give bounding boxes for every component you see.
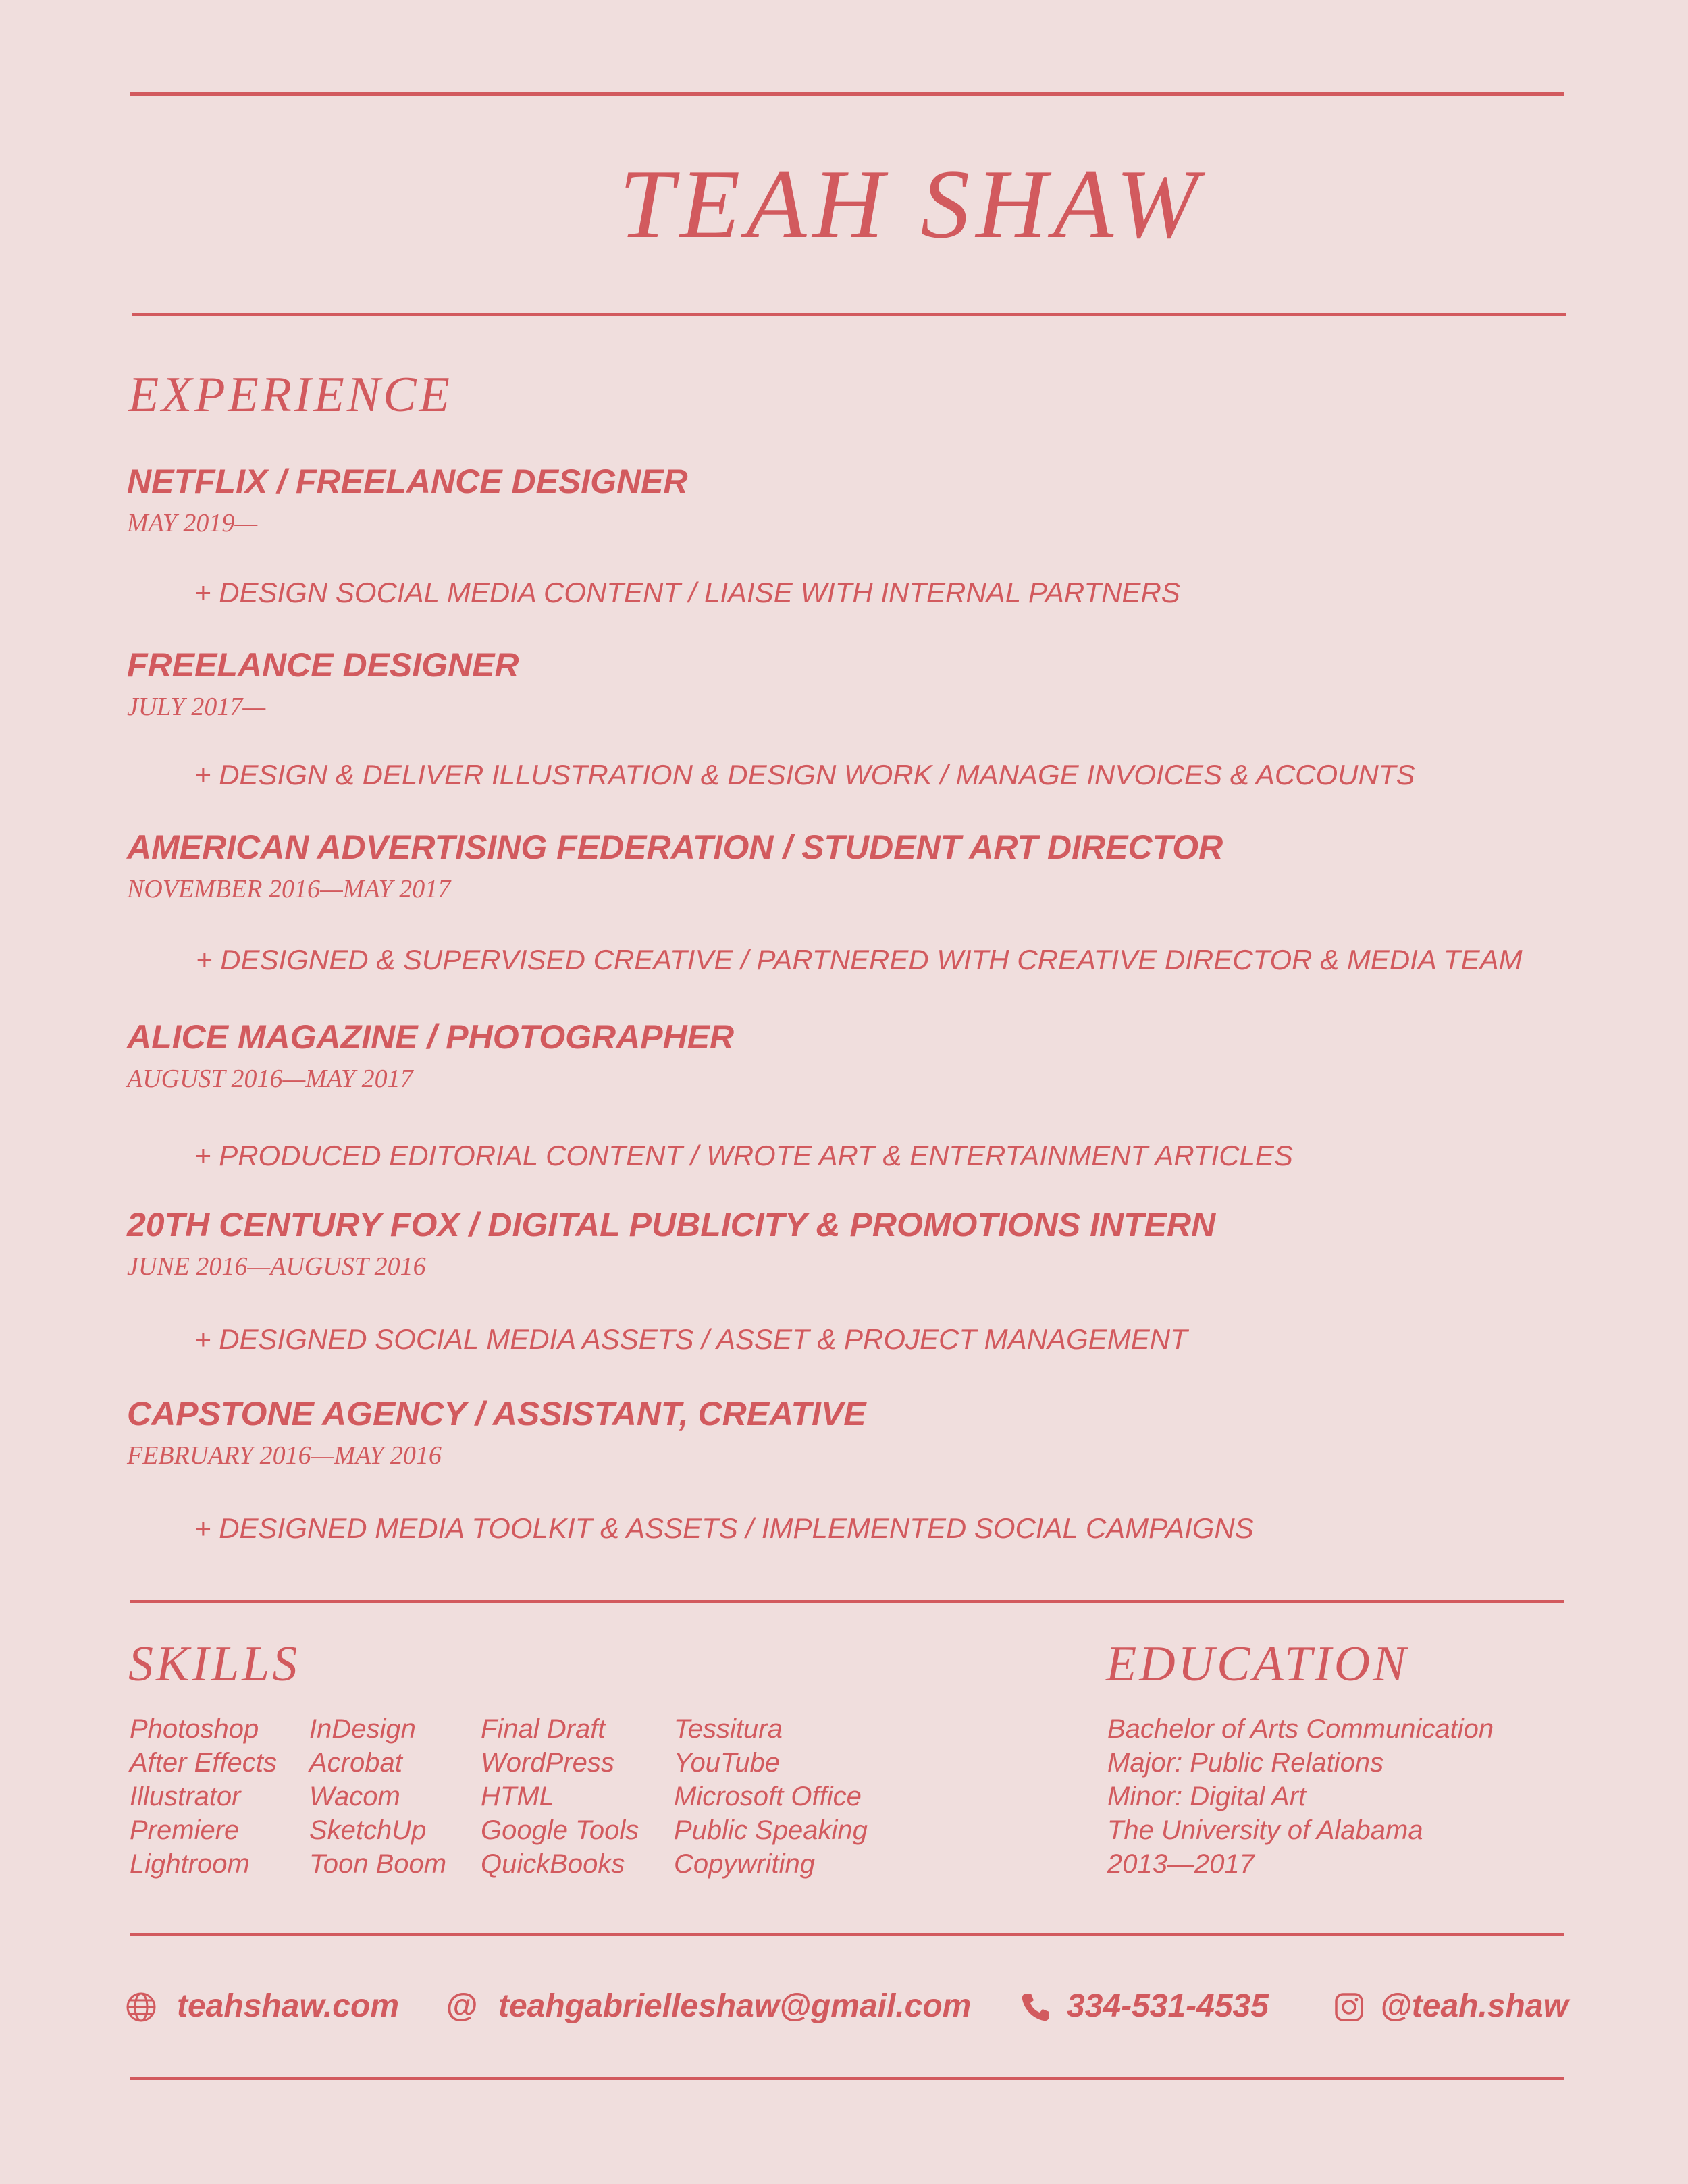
skill-item: WordPress xyxy=(481,1748,614,1778)
skills-top-rule xyxy=(130,1600,1564,1603)
job-role: STUDENT ART DIRECTOR xyxy=(801,828,1223,866)
education-list xyxy=(1107,1712,1494,1881)
skills-heading: SKILLS xyxy=(128,1636,300,1692)
job-role: FREELANCE DESIGNER xyxy=(296,462,688,500)
phone-number[interactable]: 334-531-4535 xyxy=(1067,1988,1269,2024)
job-entry-fox xyxy=(127,1204,1215,1283)
phone-icon xyxy=(1020,1992,1051,2023)
job-dates: NOVEMBER 2016—MAY 2017 xyxy=(127,875,451,903)
job-role: PHOTOGRAPHER xyxy=(446,1018,735,1056)
email-link[interactable]: teahgabrielleshaw@gmail.com xyxy=(498,1988,972,2024)
skill-item: After Effects xyxy=(130,1748,277,1778)
skill-item: QuickBooks xyxy=(481,1849,625,1879)
job-dates: FEBRUARY 2016—MAY 2016 xyxy=(127,1441,442,1470)
job-title xyxy=(127,1016,734,1058)
skill-item: Acrobat xyxy=(309,1748,402,1778)
skill-item: Microsoft Office xyxy=(674,1782,862,1811)
job-tasks-aaf: + DESIGNED & SUPERVISED CREATIVE / PARTNERED WITH CREATIVE DIRECTOR & MEDIA TEAM xyxy=(196,944,1523,976)
skill-item: SketchUp xyxy=(309,1815,427,1845)
job-tasks-freelance: + DESIGN & DELIVER ILLUSTRATION & DESIGN WORK / MANAGE INVOICES & ACCOUNTS xyxy=(194,759,1415,791)
skills-column-1 xyxy=(130,1712,277,1881)
skill-item: Illustrator xyxy=(130,1782,241,1811)
job-separator: / xyxy=(773,828,802,866)
skill-item: Copywriting xyxy=(674,1849,815,1879)
job-entry-alice xyxy=(127,1016,734,1096)
job-entry-freelance xyxy=(127,644,519,724)
skill-item: Toon Boom xyxy=(309,1849,447,1879)
education-major: Major: Public Relations xyxy=(1107,1748,1384,1778)
job-org: ALICE MAGAZINE xyxy=(127,1018,418,1056)
job-entry-netflix xyxy=(127,460,688,540)
skill-item: Public Speaking xyxy=(674,1815,868,1845)
skill-item: HTML xyxy=(481,1782,554,1811)
job-separator: / xyxy=(267,462,296,500)
job-org: AMERICAN ADVERTISING FEDERATION xyxy=(127,828,774,866)
top-rule xyxy=(130,92,1564,96)
job-role: DIGITAL PUBLICITY & PROMOTIONS INTERN xyxy=(487,1206,1216,1244)
job-org: NETFLIX xyxy=(127,462,268,500)
job-entry-aaf xyxy=(127,826,1223,906)
skill-item: InDesign xyxy=(309,1714,416,1744)
job-dates: JUNE 2016—AUGUST 2016 xyxy=(127,1252,426,1281)
job-title xyxy=(127,1393,866,1435)
experience-heading: EXPERIENCE xyxy=(128,367,452,423)
job-entry-capstone xyxy=(127,1393,866,1472)
job-separator: / xyxy=(417,1018,446,1056)
website-link[interactable]: teahshaw.com xyxy=(177,1988,399,2024)
instagram-icon xyxy=(1334,1992,1365,2023)
skills-column-3 xyxy=(481,1712,639,1881)
skills-column-2 xyxy=(309,1712,446,1881)
education-heading: EDUCATION xyxy=(1106,1636,1409,1692)
at-icon: @ xyxy=(446,1988,477,2024)
job-role: FREELANCE DESIGNER xyxy=(127,646,519,684)
bottom-rule xyxy=(130,2077,1564,2080)
instagram-handle[interactable]: @teah.shaw xyxy=(1380,1988,1568,2024)
job-title xyxy=(127,644,519,686)
job-title xyxy=(127,1204,1215,1246)
skills-column-4 xyxy=(674,1712,868,1881)
job-separator: / xyxy=(475,1395,493,1433)
education-school: The University of Alabama xyxy=(1107,1815,1423,1845)
job-org: CAPSTONE AGENCY xyxy=(127,1395,475,1433)
job-tasks-netflix: + DESIGN SOCIAL MEDIA CONTENT / LIAISE WITH INTERNAL PARTNERS xyxy=(194,577,1180,608)
skill-item: Lightroom xyxy=(130,1849,250,1879)
skill-item: Premiere xyxy=(130,1815,240,1845)
job-separator: / xyxy=(459,1206,488,1244)
resume-name: TEAH SHAW xyxy=(618,149,1205,259)
job-org: 20TH CENTURY FOX xyxy=(127,1206,460,1244)
skill-item: YouTube xyxy=(674,1748,781,1778)
job-dates: AUGUST 2016—MAY 2017 xyxy=(127,1065,413,1093)
skill-item: Google Tools xyxy=(481,1815,639,1845)
skill-item: Final Draft xyxy=(481,1714,606,1744)
contact-top-rule xyxy=(130,1933,1564,1936)
education-years: 2013—2017 xyxy=(1107,1849,1255,1879)
job-dates: MAY 2019— xyxy=(127,509,258,537)
name-underline-rule xyxy=(132,313,1566,316)
job-tasks-fox: + DESIGNED SOCIAL MEDIA ASSETS / ASSET & PROJECT MANAGEMENT xyxy=(194,1323,1188,1355)
job-dates: JULY 2017— xyxy=(127,693,266,721)
education-degree: Bachelor of Arts Communication xyxy=(1107,1714,1494,1744)
job-role: ASSISTANT, CREATIVE xyxy=(492,1395,866,1433)
job-tasks-alice: + PRODUCED EDITORIAL CONTENT / WROTE ART & ENTERTAINMENT ARTICLES xyxy=(194,1140,1293,1171)
globe-icon xyxy=(126,1992,157,2023)
skill-item: Wacom xyxy=(309,1782,400,1811)
job-title xyxy=(127,460,688,502)
job-tasks-capstone: + DESIGNED MEDIA TOOLKIT & ASSETS / IMPLEMENTED SOCIAL CAMPAIGNS xyxy=(194,1512,1254,1544)
job-title xyxy=(127,826,1223,868)
education-minor: Minor: Digital Art xyxy=(1107,1782,1307,1811)
skill-item: Photoshop xyxy=(130,1714,259,1744)
skill-item: Tessitura xyxy=(674,1714,783,1744)
